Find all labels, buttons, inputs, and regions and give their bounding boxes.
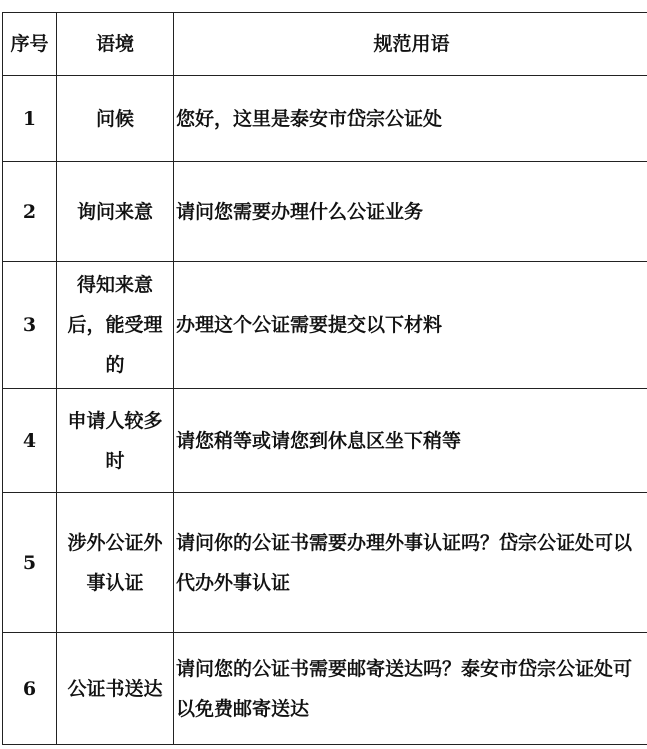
- standard-phrases-table: [2, 12, 647, 745]
- row-standard: 办理这个公证需要提交以下材料: [174, 262, 647, 389]
- row-context: 公证书送达: [57, 633, 174, 745]
- row-context: 得知来意后，能受理的: [57, 262, 174, 389]
- table-row: [3, 162, 647, 262]
- row-context: 问候: [57, 76, 174, 162]
- row-seq: 5: [3, 493, 57, 633]
- header-seq: 序号: [3, 13, 57, 76]
- row-seq: 2: [3, 162, 57, 262]
- row-standard: 请问您的公证书需要邮寄送达吗？泰安市岱宗公证处可以免费邮寄送达: [174, 633, 647, 745]
- row-seq: 1: [3, 76, 57, 162]
- table-header-row: [3, 13, 647, 76]
- row-standard: 您好，这里是泰安市岱宗公证处: [174, 76, 647, 162]
- table-row: [3, 493, 647, 633]
- header-standard: 规范用语: [174, 13, 647, 76]
- row-context: 询问来意: [57, 162, 174, 262]
- row-context: 涉外公证外事认证: [57, 493, 174, 633]
- row-standard: 请您稍等或请您到休息区坐下稍等: [174, 389, 647, 493]
- row-seq: 3: [3, 262, 57, 389]
- row-standard: 请问你的公证书需要办理外事认证吗？岱宗公证处可以代办外事认证: [174, 493, 647, 633]
- table-row: [3, 389, 647, 493]
- table-row: [3, 76, 647, 162]
- row-seq: 6: [3, 633, 57, 745]
- row-standard: 请问您需要办理什么公证业务: [174, 162, 647, 262]
- row-context: 申请人较多时: [57, 389, 174, 493]
- row-seq: 4: [3, 389, 57, 493]
- table-row: [3, 633, 647, 745]
- table-row: [3, 262, 647, 389]
- header-context: 语境: [57, 13, 174, 76]
